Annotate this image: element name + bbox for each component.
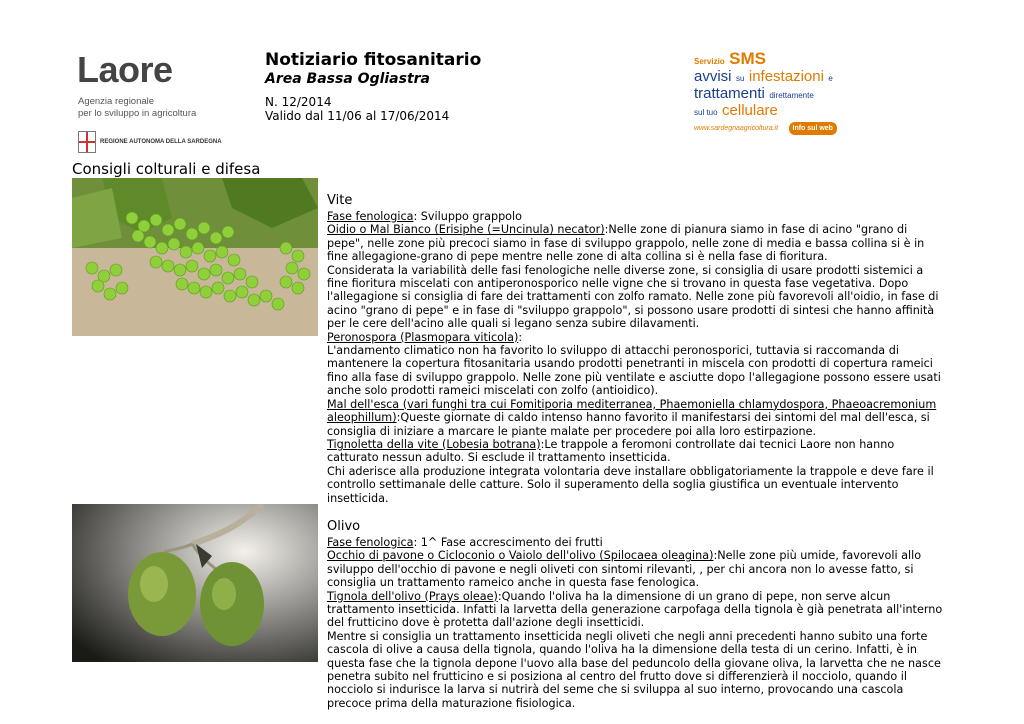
vite-peronospora — [327, 331, 947, 344]
olivo-phase-label: Fase fenologica — [327, 536, 414, 549]
vite-phase — [327, 210, 947, 223]
vite-phase-value: : Sviluppo grappolo — [413, 210, 522, 223]
section-title: Consigli colturali e difesa — [72, 160, 261, 178]
vite-tignoletta — [327, 438, 947, 465]
vite-phase-label: Fase fenologica — [327, 210, 414, 223]
ad-su: su — [735, 74, 745, 83]
ad-sms: SMS — [729, 49, 766, 68]
vite-oidio — [327, 223, 947, 263]
tignoletta-text: :Le trappole a feromoni controllate dai tecnici Laore non hanno catturato nessun adulto. Si esclude il trattamento insetticida. — [327, 437, 895, 465]
occhio-label: Occhio di pavone o Cicloconio o Vaiolo dell'olivo (Spilocaea oleagina) — [327, 549, 714, 563]
peronospora-text: L'andamento climatico non ha favorito lo sviluppo di attacchi peronosporici, tuttavia si raccomanda di mantenere la copertura fitosanitaria usando prodotti penetranti in miscela con prodotti di copertura rameici fino alla fase di sviluppo grappolo. Nelle zone più ventilate e asciutte dopo l'allegagione possono essere usati anche solo prodotti rameici miscelati con zolfo (antioidico). — [327, 344, 941, 398]
bulletin-number: N. 12/2014 — [265, 95, 332, 109]
vite-oidio-advice: Considerata la variabilità delle fasi fenologiche nelle diverse zone, si consiglia di usare prodotti sistemici a fine fioritura miscelati con antiperonosporico nelle vigne che si trovano in questa fase vegetativa. Dopo l'allegagione si consiglia di fare dei trattamenti con zolfo ramato. Nelle zone più favorevoli all'oidio, in fase di acino "grano di pepe" e in fase di "sviluppo grappolo", si possono usare prodotti di sintesi che hanno affinità per le cere dell'acino alle quali si legano senza subire dilavamenti. — [327, 263, 939, 331]
olivo-tignola-advice: Mentre si consiglia un trattamento insetticida negli oliveti che negli anni precedenti hanno subito una forte cascola di olive a causa della tignola, quando l'oliva ha la dimensione della testa di un cerino. Infatti, è in questa fase che la tignola depone l'uovo alla base del peduncolo della giovane oliva, la larvetta che ne nasce penetra subito nel frutticino e si posiziona al centro del frutto dove si differenzierà il nocciolo, quando il nocciolo si indurisce la larva si nutrirà del seme che si sviluppa al suo interno, provocando una cascola precoce prima della maturazione fisiologica. — [327, 629, 941, 710]
bulletin-title: Notiziario fitosanitario — [265, 50, 482, 70]
grape-cluster-photo — [72, 178, 318, 336]
logo-subtitle-line-1: Agenzia regionale — [78, 96, 155, 107]
laore-logo-subtitle — [78, 96, 196, 120]
ad-url[interactable]: www.sardegnaagricoltura.it — [694, 125, 779, 132]
ad-direttamente: direttamente — [769, 91, 814, 100]
olive-fruits-photo — [72, 504, 318, 662]
tignola-label: Tignola dell'olivo (Prays oleae) — [327, 589, 498, 603]
region-name: REGIONE AUTONOMA DELLA SARDEGNA — [100, 139, 222, 145]
peronospora-label: Peronospora (Plasmopara viticola) — [327, 330, 519, 344]
bulletin-validity: Valido dal 11/06 al 17/06/2014 — [265, 109, 450, 123]
region-crest-icon — [78, 131, 96, 153]
vite-integrata: Chi aderisce alla produzione integrata volontaria deve installare obbligatoriamente la trappole e deve fare il controllo settimanale delle catture. Solo il superamento della soglia giustifica un eventuale intervento insetticida. — [327, 464, 934, 505]
logo-subtitle-line-2: per lo sviluppo in agricoltura — [78, 108, 197, 119]
ad-trattamenti: trattamenti — [694, 85, 765, 102]
vite-heading: Vite — [327, 193, 353, 208]
occhio-text: :Nelle zone più umide, favorevoli allo sviluppo dell'occhio di pavone e negli oliveti con sintomi rilevanti, , per chi ancora non lo avesse fatto, si consiglia un trattamento rameico anche in questa fase fenologica. — [327, 549, 922, 590]
ad-cellulare: cellulare — [722, 102, 778, 119]
laore-logo: Laore — [77, 49, 173, 90]
mal-esca-text: :Queste giornate di caldo intenso hanno favorito il manifestarsi dei sintomi del mal dell'esca, si consiglia di iniziare a marcare le piante malate per procedere poi alla loro estirpazione. — [327, 411, 930, 438]
ad-avvisi: avvisi — [694, 68, 732, 85]
olivo-phase-value: : 1^ Fase accrescimento dei frutti — [413, 536, 603, 549]
ad-infestazioni: infestazioni — [748, 68, 824, 85]
olivo-tignola — [327, 590, 947, 630]
ad-e: e — [828, 74, 833, 83]
ad-sul-tuo: sul tuo — [694, 108, 718, 117]
mal-esca-label: Mal dell'esca (vari funghi tra cui Fomitiporia mediterranea, Phaemoniella chlamydospora, Phaeoacremonium aleophillum) — [327, 397, 937, 425]
tignola-text: :Quando l'oliva ha la dimensione di un grano di pepe, non serve alcun trattamento insetticida. Infatti la larvetta della generazione carpofaga della tignola è già penetrata all'interno del frutticino dove è protetta dall'azione degli insetticidi. — [327, 589, 943, 630]
oidio-text: :Nelle zone di pianura siamo in fase di acino "grano di pepe", nelle zone più precoci siamo in fase di sviluppo grappolo, nelle zone di media e bassa collina si è in fine allegagione-grano di pepe mentre nelle zone di alta collina si è nella fase di fioritura. — [327, 223, 925, 264]
vite-mal-esca — [327, 398, 947, 438]
info-web-button[interactable]: Info sul web — [789, 122, 837, 135]
sms-service-banner[interactable] — [694, 49, 864, 132]
bulletin-area: Area Bassa Ogliastra — [265, 71, 431, 87]
ad-servizio: Servizio — [694, 57, 725, 66]
olivo-section — [327, 519, 947, 710]
olivo-phase — [327, 536, 947, 549]
peronospora-colon: : — [518, 330, 523, 344]
olivo-heading: Olivo — [327, 519, 361, 534]
tignoletta-label: Tignoletta della vite (Lobesia botrana) — [327, 437, 541, 451]
vite-section — [327, 193, 947, 505]
olivo-occhio — [327, 549, 947, 589]
oidio-label: Oidio o Mal Bianco (Erisiphe (=Uncinula) necator) — [327, 223, 605, 237]
region-logo — [78, 131, 222, 153]
